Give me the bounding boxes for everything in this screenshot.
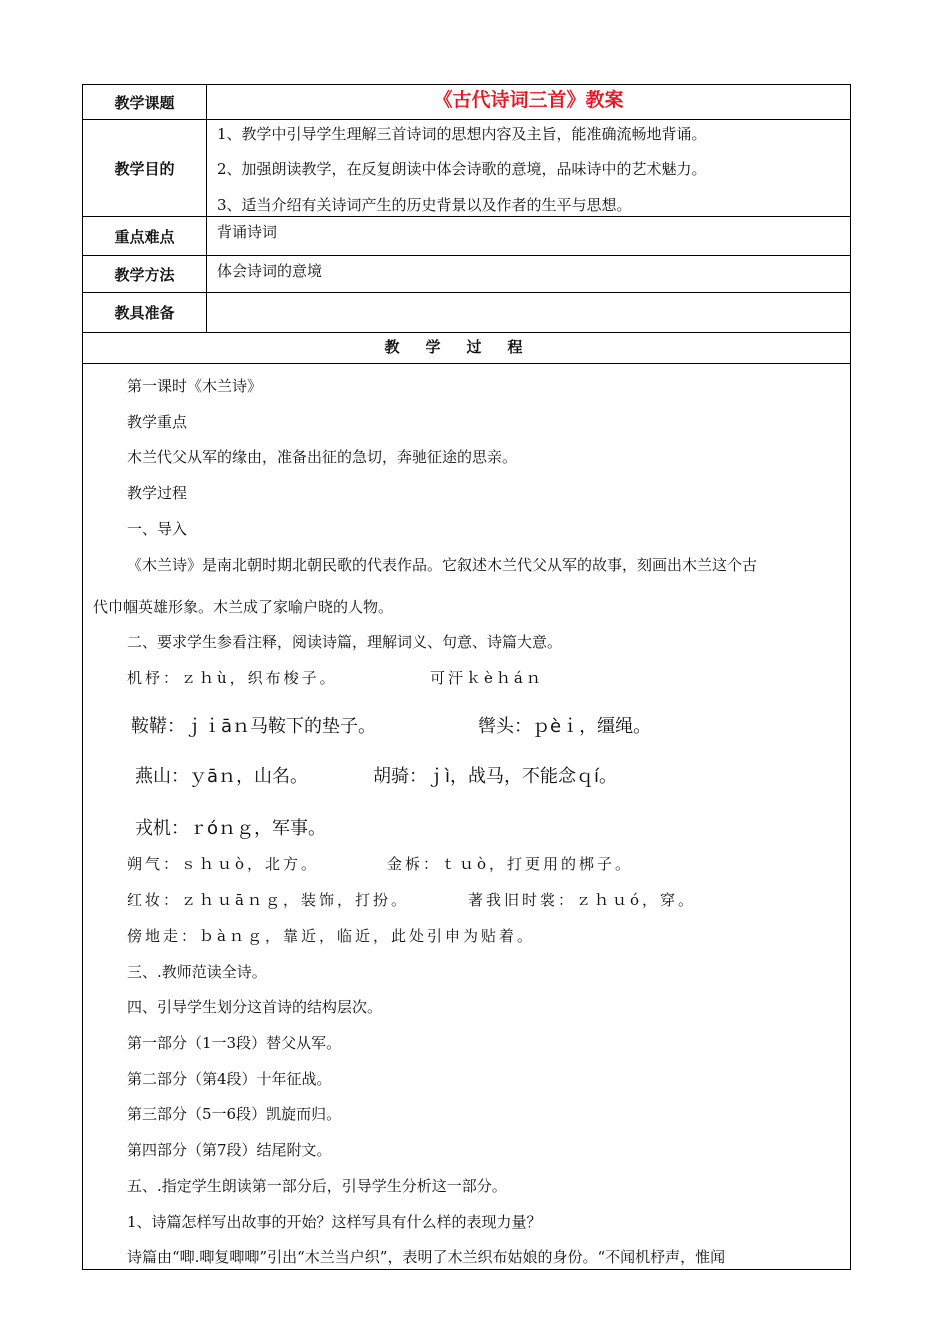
process-label: 教学过程 <box>127 484 188 502</box>
document-title: 《古代诗词三首》教案 <box>433 89 624 111</box>
step-5: 五、.指定学生朗读第一部分后，引导学生分析这一部分。 <box>127 1177 507 1195</box>
vocab-item: 戎机：ｒóｎｇ，军事。 <box>135 818 327 839</box>
intro-paragraph: 《木兰诗》是南北朝时期北朝民歌的代表作品。它叙述木兰代父从军的故事，刻画出木兰这个古 <box>127 556 758 574</box>
vocab-item: 红妆：ｚｈｕāｎｇ，装饰，打扮。 <box>127 891 409 909</box>
vocab-item: 著我旧时裳：ｚｈｕó，穿。 <box>468 891 697 909</box>
label-goals: 教学目的 <box>83 120 207 216</box>
question-1: 1、诗篇怎样写出故事的开始？这样写具有什么样的表现力量？ <box>127 1213 542 1231</box>
goal-item: 3、适当介绍有关诗词产生的历史背景以及作者的生平与思想。 <box>217 196 632 214</box>
goal-item: 1、教学中引导学生理解三首诗词的思想内容及主旨，能准确流畅地背诵。 <box>217 125 707 143</box>
intro-paragraph-cont: 代巾帼英雄形象。木兰成了家喻户晓的人物。 <box>93 598 394 616</box>
row-method <box>83 256 850 293</box>
vocab-item: 辔头：ｐèｉ，缰绳。 <box>478 716 652 737</box>
process-header: 教学过程 <box>83 333 850 364</box>
row-topic <box>83 85 850 120</box>
row-key-points <box>83 217 850 256</box>
vocab-item: 机杼：ｚｈù，织布梭子。 <box>127 669 338 687</box>
vocab-item: 鞍鞯：ｊｉāｎ马鞍下的垫子。 <box>131 716 377 737</box>
focus-text: 木兰代父从军的缘由，准备出征的急切，奔驰征途的思亲。 <box>127 448 518 466</box>
vocab-item: 胡骑：ｊì，战马，不能念ｑí。 <box>373 766 618 787</box>
step-4: 四、引导学生划分这首诗的结构层次。 <box>127 998 383 1016</box>
vocab-item: 朔气：ｓｈｕò，北方。 <box>127 855 320 873</box>
row-tools <box>83 293 850 333</box>
vocab-item: 燕山：ｙāｎ，山名。 <box>135 766 309 787</box>
label-tools: 教具准备 <box>83 293 207 332</box>
structure-part: 第三部分（5一6段）凯旋而归。 <box>127 1105 342 1123</box>
structure-part: 第二部分（第4段）十年征战。 <box>127 1070 332 1088</box>
structure-part: 第一部分（1一3段）替父从军。 <box>127 1034 342 1052</box>
lesson-title: 第一课时《木兰诗》 <box>127 377 263 395</box>
label-method: 教学方法 <box>83 256 207 292</box>
lesson-plan-table <box>82 84 851 1270</box>
row-goals <box>83 120 850 217</box>
goal-item: 2、加强朗读教学，在反复朗读中体会诗歌的意境，品味诗中的艺术魅力。 <box>217 160 707 178</box>
answer-1: 诗篇由“唧.唧复唧唧”引出“木兰当户织”，表明了木兰织布姑娘的身份。“不闻机杼声，惟闻 <box>127 1248 726 1266</box>
vocab-item: 金柝：ｔｕò，打更用的梆子。 <box>387 855 634 873</box>
step-3: 三、.教师范读全诗。 <box>127 963 267 981</box>
structure-part: 第四部分（第7段）结尾附文。 <box>127 1141 332 1159</box>
intro-label: 一、导入 <box>127 520 188 538</box>
label-key-points: 重点难点 <box>83 217 207 255</box>
value-goals <box>207 120 850 216</box>
value-method: 体会诗词的意境 <box>217 262 323 280</box>
value-tools <box>207 293 850 332</box>
focus-label: 教学重点 <box>127 413 188 431</box>
step-2: 二、要求学生参看注释，阅读诗篇，理解词义、句意、诗篇大意。 <box>127 633 563 651</box>
vocab-item: 可汗ｋèｈáｎ <box>430 669 544 687</box>
vocab-item: 傍地走：ｂàｎｇ，靠近，临近，此处引申为贴着。 <box>127 927 535 945</box>
value-key-points: 背诵诗词 <box>217 223 278 241</box>
value-topic <box>207 85 850 119</box>
label-topic: 教学课题 <box>83 85 207 119</box>
